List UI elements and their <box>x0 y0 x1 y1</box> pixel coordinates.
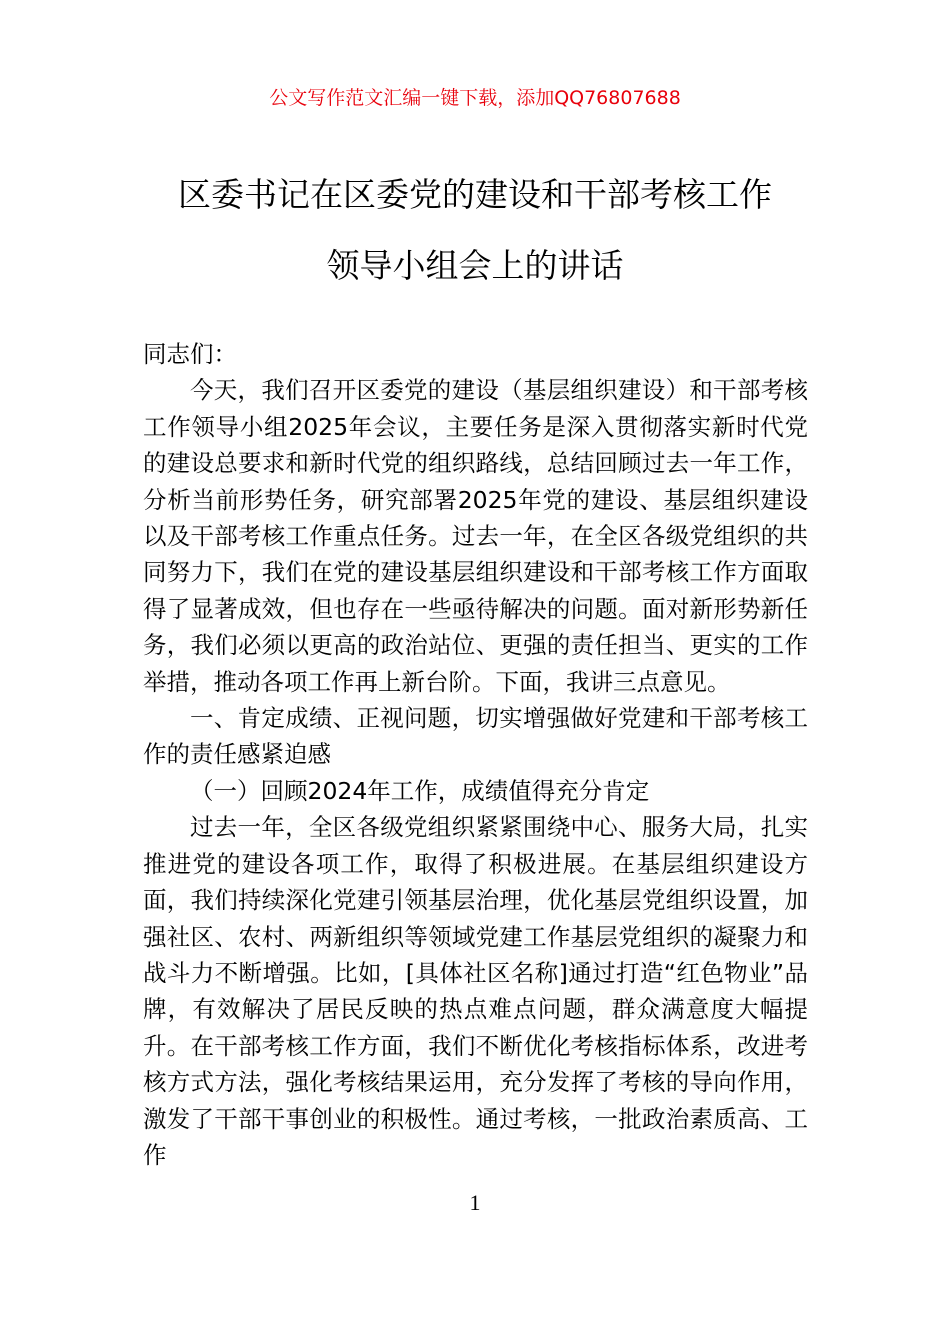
subsection-heading-1: （一）回顾2024年工作，成绩值得充分肯定 <box>190 776 650 805</box>
page-number: 1 <box>469 1190 481 1215</box>
opening-paragraph: 今天，我们召开区委党的建设（基层组织建设）和干部考核工作领导小组2025年会议，主要任务是深入贯彻落实新时代党的建设总要求和新时代党的组织路线，总结回顾过去一年工作，分析当前形势任务，研究部署2025年党的建设、基层组织建设以及干部考核工作重点任务。过去一年，在全区各级党组织的共同努力下，我们在党的建设基层组织建设和干部考核工作方面取得了显著成效，但也存在一些亟待解决的问题。面对新形势新任务，我们必须以更高的政治站位、更强的责任担当、更实的工作举措，推动各项工作再上新台阶。下面，我讲三点意见。 <box>143 376 808 696</box>
salutation: 同志们： <box>143 340 237 368</box>
section-heading-1: 一、肯定成绩、正视问题，切实增强做好党建和干部考核工作的责任感紧迫感 <box>143 704 808 769</box>
review-paragraph: 过去一年，全区各级党组织紧紧围绕中心、服务大局，扎实推进党的建设各项工作，取得了积极进展。在基层组织建设方面，我们持续深化党建引领基层治理，优化基层党组织设置，加强社区、农村、两新组织等领域党建工作基层党组织的凝聚力和战斗力不断增强。比如，[具体社区名称]通过打造“红色物业”品牌，有效解决了居民反映的热点难点问题，群众满意度大幅提升。在干部考核工作方面，我们不断优化考核指标体系，改进考核方式方法，强化考核结果运用，充分发挥了考核的导向作用，激发了干部干事创业的积极性。通过考核，一批政治素质高、工作 <box>143 813 808 1169</box>
document-title-line-2: 领导小组会上的讲话 <box>326 246 624 285</box>
document-body <box>143 336 808 1173</box>
document-title-line-1: 区委书记在区委党的建设和干部考核工作 <box>178 175 772 214</box>
promo-banner: 公文写作范文汇编一键下载，添加QQ76807688 <box>269 87 681 109</box>
